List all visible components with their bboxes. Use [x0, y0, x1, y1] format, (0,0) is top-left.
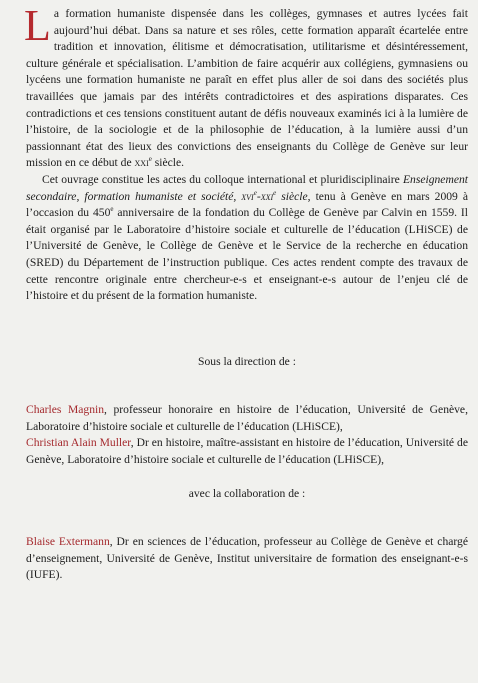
editor-description: , Dr en histoire, maître-assistant en histoire de l’éducation, Université de Genève, Laboratoire d’histoire sociale et culturelle de l’éducation (LHiSCE), [26, 436, 468, 467]
editor-description: , professeur honoraire en histoire de l’éducation, Université de Genève, Laboratoire d’histoire sociale et culturelle de l’éducation (LHiSCE), [26, 403, 468, 433]
century-numeral: xxi [134, 156, 149, 170]
direction-heading: Sous la direction de : [198, 354, 296, 368]
intro-end: siècle. [151, 156, 185, 170]
anniversary-suffix: e [110, 205, 114, 214]
back-cover-text [24, 1, 469, 584]
collaborator-name: Blaise Extermann [26, 535, 110, 549]
colloquium-title: Enseignement secondaire, formation humaniste et société, xvi$^e$-xxi$^e$ siècle [26, 172, 468, 203]
editor-entry [26, 402, 468, 435]
intro-paragraph [24, 1, 468, 172]
drop-cap: L [24, 1, 51, 50]
intro-text: a formation humaniste dispensée dans les collèges, gymnases et autres lycées fait aujourd’hui débat. Dans sa nature et ses rôles, cette formation apparaît écartelée entre tradition et innovation, élitisme et démocratisation, utilitarisme et désintéressement, culture générale et spécialisation. L’ambition de faire acquérir aux collégiens, gymnasiens ou lycéens une formation humaniste ne paraît en effet plus aller de soi dans des sociétés plus travaillées que jamais par des intérêts contradictoires et des aspirations disparates. Ces contradictions et ces tensions constituent autant de défis nouveaux examinés ici à la lumière de l’histoire, de la sociologie et de la philosophie de l’éducation, à la lumière aussi d’un passionnant état des lieux des convictions des enseignants du Collège de Genève sur leur mission en ce début de [26, 7, 468, 170]
collaborator-description: , Dr en sciences de l’éducation, professeur au Collège de Genève et chargé d’enseignement, Université de Genève, Institut universitaire de formation des enseignant-e-s (IUFE). [26, 535, 468, 582]
proceedings-start: Cet ouvrage constitue les actes du colloque international et pluridisciplinaire [42, 172, 403, 186]
collaborator-entry [26, 534, 468, 584]
editor-name: Christian Alain Muller [26, 436, 131, 450]
editor-name: Charles Magnin [26, 403, 105, 417]
proceedings-paragraph [26, 172, 468, 305]
century-suffix: e [148, 155, 152, 164]
collaboration-heading: avec la collaboration de : [188, 486, 306, 500]
proceedings-mid: , tenu à Genève en mars 2009 à l’occasion du 450 [26, 189, 469, 220]
editor-entry [26, 435, 468, 468]
proceedings-end: anniversaire de la fondation du Collège de Genève par Calvin en 1559. Il était organisé par le Laboratoire d’histoire sociale et culturelle de l’éducation (LHiSCE) de l’Université de Genève, le Collège de Genève et le Service de la recherche en éducation (SRED) du Département de l’instruction publique. Ces actes rendent compte des travaux de cette rencontre originale entre chercheur-e-s et enseignant-e-s autour de l’enjeu clé de l’histoire et du présent de la formation humaniste. [26, 206, 468, 303]
